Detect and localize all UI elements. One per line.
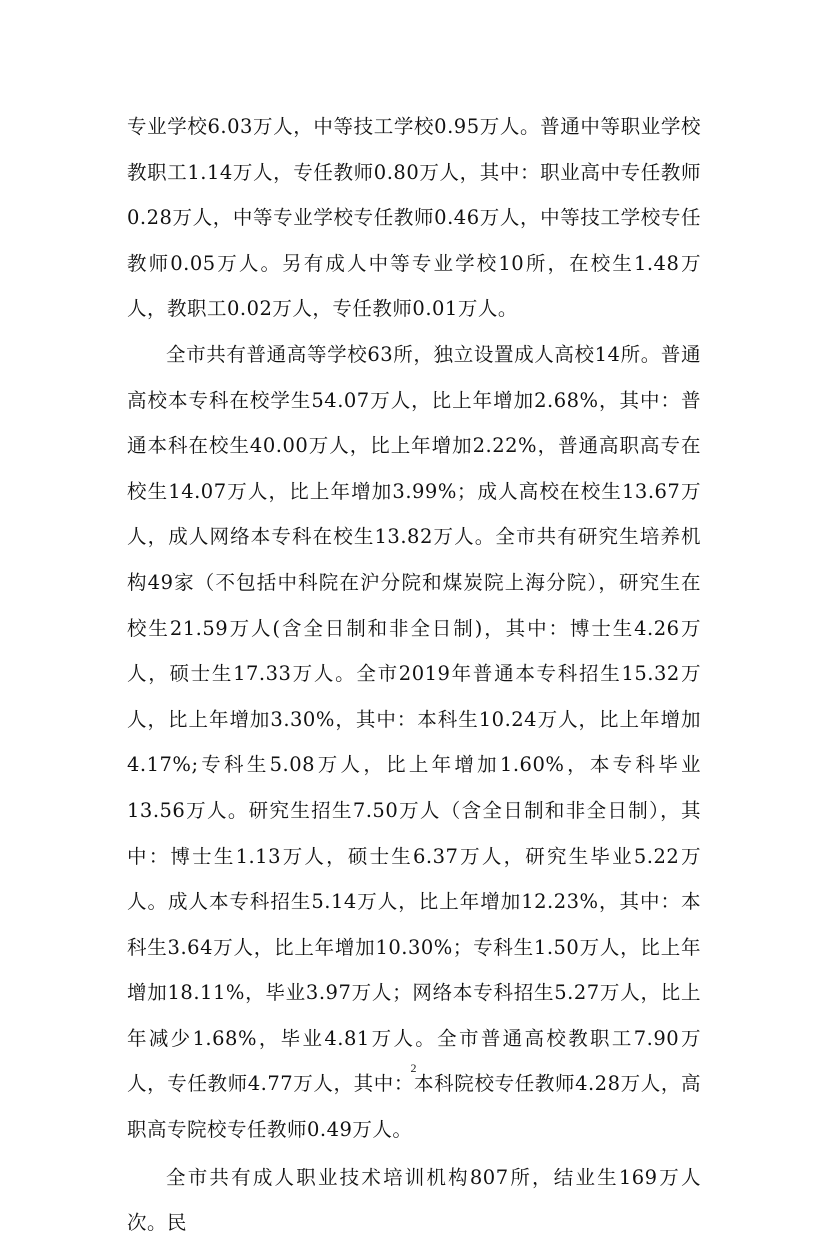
paragraph-higher-education: 全市共有普通高等学校63所，独立设置成人高校14所。普通高校本专科在校学生54.07万人，比上年增加2.68%，其中：普通本科在校生40.00万人，比上年增加2.22%，普通高职高专在校生14.07万人，比上年增加3.99%；成人高校在校生13.67万人，成人网络本专科在校生13.82万人。全市共有研究生培养机构49家（不包括中科院在沪分院和煤炭院上海分院），研究生在校生21.59万人(含全日制和非全日制)，其中：博士生4.26万人，硕士生17.33万人。全市2019年普通本专科招生15.32万人，比上年增加3.30%，其中：本科生10.24万人，比上年增加4.17%;专科生5.08万人，比上年增加1.60%，本专科毕业13.56万人。研究生招生7.50万人（含全日制和非全日制），其中：博士生1.13万人，硕士生6.37万人，研究生毕业5.22万人。成人本专科招生5.14万人，比上年增加12.23%，其中：本科生3.64万人，比上年增加10.30%；专科生1.50万人，比上年增加18.11%，毕业3.97万人；网络本专科招生5.27万人，比上年减少1.68%，毕业4.81万人。全市普通高校教职工7.90万人，专任教师4.77万人，其中：本科院校专任教师4.28万人，高职高专院校专任教师0.49万人。 [127, 342, 701, 1142]
paragraph-secondary-vocational-continued: 专业学校6.03万人，中等技工学校0.95万人。普通中等职业学校教职工1.14万人，专任教师0.80万人，其中：职业高中专任教师0.28万人，中等专业学校专任教师0.46万人，中等技工学校专任教师0.05万人。另有成人中等专业学校10所，在校生1.48万人，教职工0.02万人，专任教师0.01万人。 [127, 115, 701, 321]
paragraph-adult-training: 全市共有成人职业技术培训机构807所，结业生169万人次。民 [127, 1165, 701, 1235]
page-number: 2 [410, 1061, 417, 1075]
